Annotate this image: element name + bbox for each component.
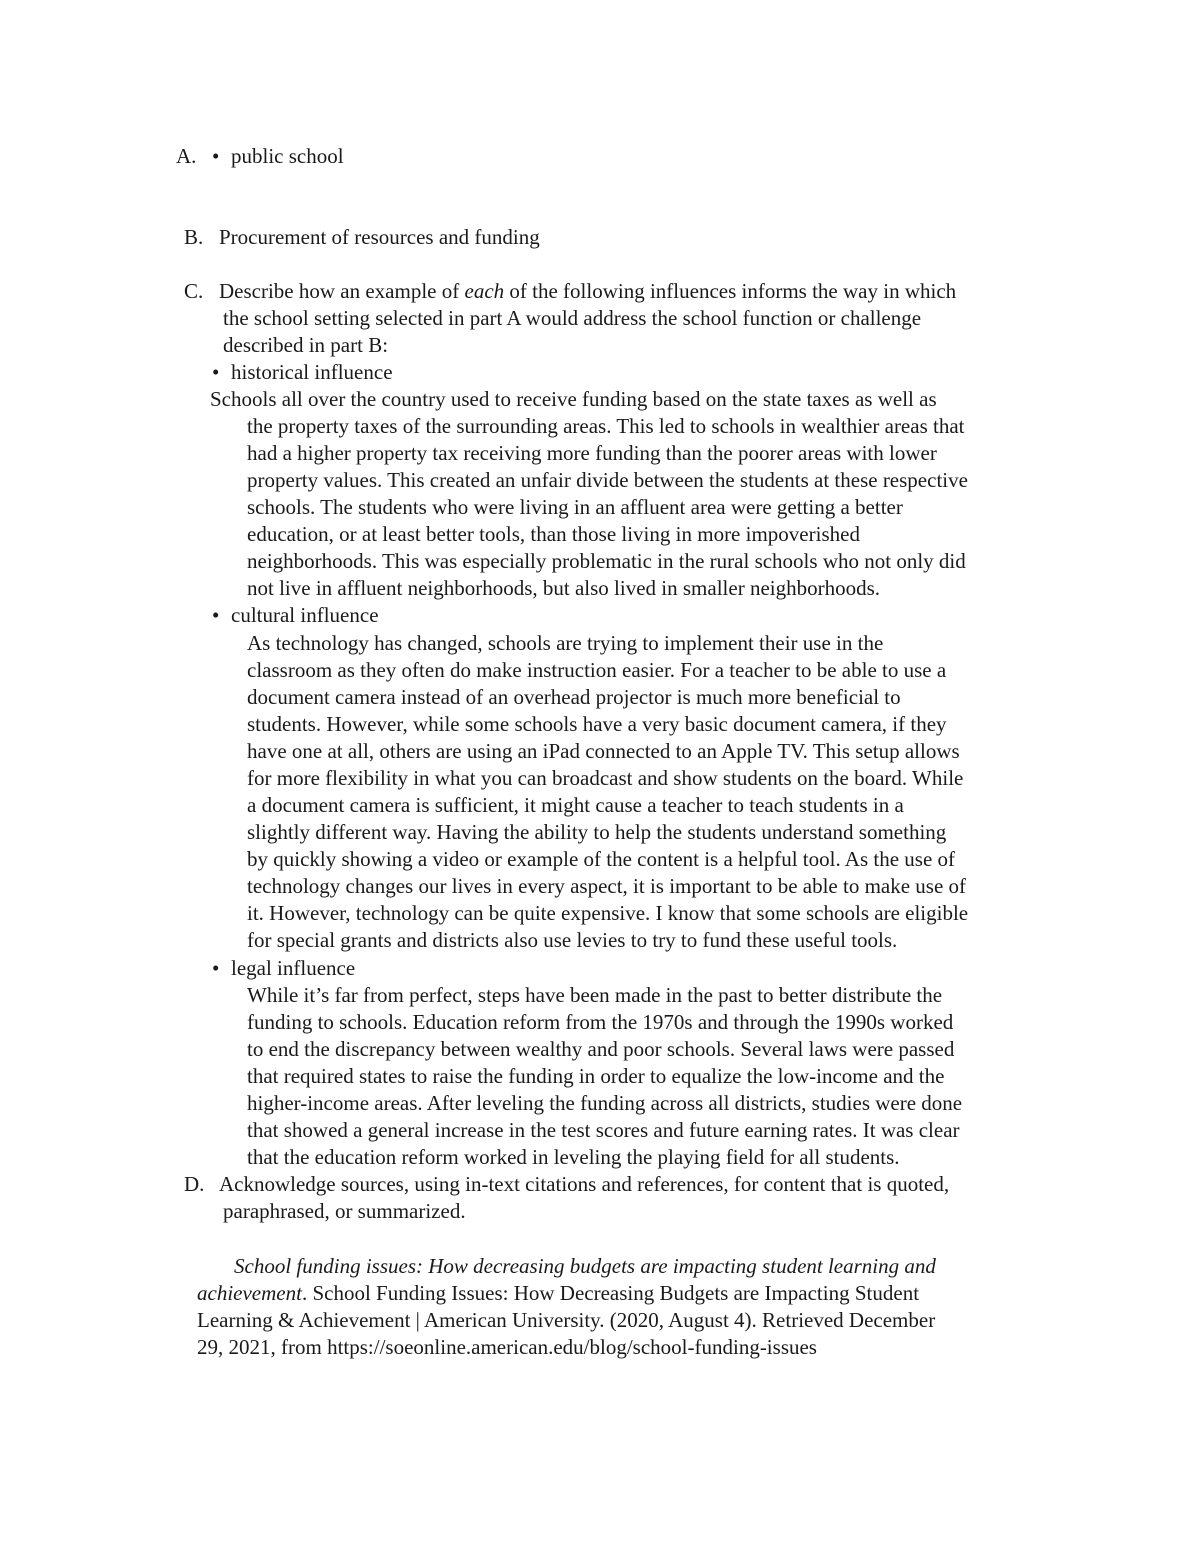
paragraph-line: neighborhoods. This was especially problematic in the rural schools who not only did bbox=[247, 549, 966, 573]
reference-entry bbox=[197, 1253, 936, 1361]
reference-text: . School Funding Issues: How Decreasing Budgets are Impacting Student bbox=[301, 1281, 920, 1305]
legal-bullet: • bbox=[212, 956, 220, 980]
paragraph-line: not live in affluent neighborhoods, but also lived in smaller neighborhoods. bbox=[247, 576, 881, 600]
paragraph-line: classroom as they often do make instruction easier. For a teacher to be able to use a bbox=[247, 658, 947, 682]
historical-paragraph bbox=[210, 386, 968, 602]
paragraph-line: for more flexibility in what you can broadcast and show students on the board. While bbox=[247, 766, 964, 790]
paragraph-line: Schools all over the country used to receive funding based on the state taxes as well as bbox=[210, 387, 937, 411]
item-d-line: Acknowledge sources, using in-text citations and references, for content that is quoted, bbox=[219, 1172, 950, 1196]
reference-url-line: 29, 2021, from https://soeonline.american.edu/blog/school-funding-issues bbox=[197, 1335, 817, 1359]
paragraph-line: property values. This created an unfair divide between the students at these respective bbox=[247, 468, 968, 492]
prompt-text: Describe how an example of bbox=[219, 279, 465, 303]
paragraph-line: for special grants and districts also use levies to try to fund these useful tools. bbox=[247, 928, 898, 952]
paragraph-line: have one at all, others are using an iPad connected to an Apple TV. This setup allows bbox=[247, 739, 960, 763]
paragraph-line: students. However, while some schools have a very basic document camera, if they bbox=[247, 712, 947, 736]
item-d-line: paraphrased, or summarized. bbox=[223, 1199, 466, 1223]
cultural-label: cultural influence bbox=[231, 603, 379, 627]
item-d-marker: D. bbox=[184, 1172, 205, 1196]
paragraph-line: it. However, technology can be quite expensive. I know that some schools are eligible bbox=[247, 901, 969, 925]
reference-title-line: School funding issues: How decreasing budgets are impacting student learning and bbox=[234, 1254, 936, 1278]
paragraph-line: the property taxes of the surrounding areas. This led to schools in wealthier areas that bbox=[247, 414, 965, 438]
reference-line: Learning & Achievement | American University. (2020, August 4). Retrieved December bbox=[197, 1308, 936, 1332]
item-b-marker: B. bbox=[184, 225, 204, 249]
legal-paragraph bbox=[247, 982, 962, 1171]
cultural-paragraph bbox=[247, 630, 968, 954]
paragraph-line: education, or at least better tools, than those living in more impoverished bbox=[247, 522, 860, 546]
paragraph-line: had a higher property tax receiving more funding than the poorer areas with lower bbox=[247, 441, 937, 465]
prompt-text: of the following influences informs the way in which bbox=[504, 279, 957, 303]
item-c-marker: C. bbox=[184, 279, 204, 303]
paragraph-line: to end the discrepancy between wealthy and poor schools. Several laws were passed bbox=[247, 1037, 955, 1061]
paragraph-line: that the education reform worked in leveling the playing field for all students. bbox=[247, 1145, 900, 1169]
item-d-text bbox=[219, 1171, 949, 1225]
reference-title-end: achievement bbox=[197, 1281, 302, 1305]
paragraph-line: by quickly showing a video or example of the content is a helpful tool. As the use of bbox=[247, 847, 956, 871]
item-c-prompt-line: the school setting selected in part A would address the school function or challenge bbox=[223, 306, 922, 330]
paragraph-line: schools. The students who were living in an affluent area were getting a better bbox=[247, 495, 903, 519]
paragraph-line: a document camera is sufficient, it might cause a teacher to teach students in a bbox=[247, 793, 904, 817]
paragraph-line: funding to schools. Education reform from the 1970s and through the 1990s worked bbox=[247, 1010, 954, 1034]
item-a-marker: A. bbox=[176, 144, 197, 168]
historical-label: historical influence bbox=[231, 360, 393, 384]
paragraph-line: As technology has changed, schools are trying to implement their use in the bbox=[247, 631, 884, 655]
item-a-text: public school bbox=[231, 144, 344, 168]
historical-bullet: • bbox=[212, 360, 220, 384]
reference-line bbox=[197, 1280, 936, 1307]
cultural-bullet: • bbox=[212, 603, 220, 627]
item-c-prompt-line bbox=[219, 278, 956, 305]
item-a-bullet: • bbox=[212, 144, 220, 168]
item-b-text: Procurement of resources and funding bbox=[219, 225, 540, 249]
paragraph-line: slightly different way. Having the ability to help the students understand something bbox=[247, 820, 947, 844]
item-c-prompt-line: described in part B: bbox=[223, 333, 389, 357]
prompt-emphasis: each bbox=[464, 279, 505, 303]
paragraph-line: that showed a general increase in the test scores and future earning rates. It was clear bbox=[247, 1118, 960, 1142]
legal-label: legal influence bbox=[231, 956, 356, 980]
paragraph-line: While it’s far from perfect, steps have been made in the past to better distribute the bbox=[247, 983, 943, 1007]
item-c-prompt bbox=[219, 278, 956, 359]
paragraph-line: document camera instead of an overhead projector is much more beneficial to bbox=[247, 685, 901, 709]
paragraph-line: technology changes our lives in every aspect, it is important to be able to make use of bbox=[247, 874, 967, 898]
paragraph-line: that required states to raise the funding in order to equalize the low-income and the bbox=[247, 1064, 945, 1088]
paragraph-line: higher-income areas. After leveling the funding across all districts, studies were done bbox=[247, 1091, 963, 1115]
